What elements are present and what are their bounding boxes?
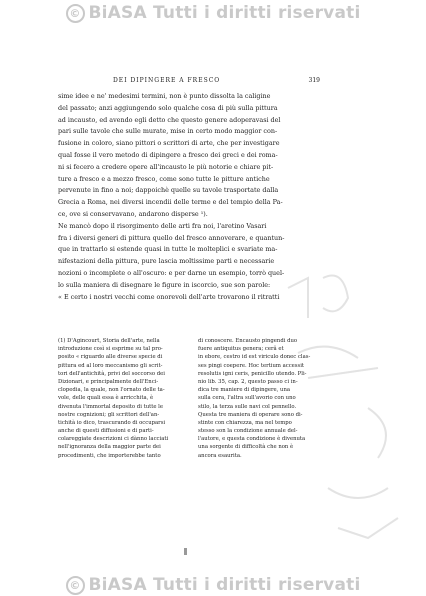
watermark-top — [0, 3, 426, 23]
body-line: sime idee e ne' medesimi termini, non è punto dissolta la caligine — [58, 92, 271, 100]
footnote-line: stilo, la terza sulle navi col pennello. — [198, 403, 297, 410]
body-line: ni si fecero a credere opere all'incausto le più notorie e chiare pit- — [58, 162, 274, 171]
body-line: ad incausto, ed avendo egli detto che questo genere adoperavasi del — [58, 115, 281, 124]
body-line: pari sulle tavole che sulle murate, mise in certo modo maggior con- — [58, 127, 278, 136]
footnote-line: introduzione così si esprime su tal pro- — [58, 346, 163, 353]
running-header — [58, 77, 320, 85]
watermark-bottom-text: BiASA Tutti i diritti riservati — [88, 575, 361, 595]
footnote-line: (1) D'Agincourt, Storia dell'arte, nella — [58, 338, 160, 344]
body-line: lo sulla maniera di disegnare le figure in iscorcio, sue son parole: — [58, 280, 271, 289]
footnote-line: resolutis igni ceris, penicillo utendo. Pli- — [198, 370, 307, 377]
footnote-line: procedimenti, che importerebbe tanto — [58, 452, 161, 459]
footnote-line: in ebore, cestro id est viriculo donec clas- — [198, 354, 311, 361]
body-line: Ne mancò dopo il risorgimento delle arti fra noi, l'aretino Vasari — [58, 221, 267, 230]
body-line: que in trattarlo si estende quasi in tutte le molteplici e svariate ma- — [58, 245, 278, 254]
watermark-top-text: BiASA Tutti i diritti riservati — [88, 3, 361, 23]
footnote-line: nio lib. 35, cap. 2, questo passo ci in- — [198, 378, 298, 385]
footnote-line: dica tre maniere di dipingere, una — [198, 387, 291, 394]
body-line: del passato; anzi aggiungendo solo qualche cosa di più sulla pittura — [58, 103, 278, 112]
body-line: pervenute in fino a noi; dappoichè quelle su tavole trasportate dalla — [58, 186, 279, 195]
copyright-logo-icon: © — [66, 576, 85, 595]
page-speck — [184, 548, 187, 555]
running-title: DEI DIPINGERE A FRESCO — [113, 77, 221, 84]
footnote-line: ses pingi coepere. Hoc tertium accessit — [198, 362, 305, 369]
body-line: ce, ove si conservavano, andarono disperse ¹). — [58, 209, 208, 218]
footnote-line: di conoscere. Encausto pingendi duo — [198, 338, 298, 344]
page-number: 319 — [308, 77, 320, 84]
body-line: nozioni o incomplete o all'oscuro: e per darne un esempio, torrò quel- — [58, 268, 285, 277]
footnote-line: nostre cognizioni; gli scrittori dell'an- — [58, 411, 160, 418]
footnote-line: pittura ed al loro meccanismo gli scrit- — [58, 362, 163, 369]
footnote-line: tichità io dico, trascurando di occuparsi — [58, 419, 166, 426]
footnote-line: anche di questi diffusioni e di parti- — [58, 428, 154, 435]
footnote-line: sulla cera, l'altra sull'avorio con uno — [198, 395, 296, 402]
body-line: qual fosse il vero metodo di dipingere a fresco dei greci e dei roma- — [58, 150, 278, 159]
footnote-column-left — [58, 337, 182, 460]
body-line: fusione in coloro, siano pittori o scrittori di arte, che per investigare — [58, 139, 280, 148]
footnote-line: colareggiate descrizioni ci dànno lacciati — [58, 436, 169, 443]
body-line: fra i diversi generi di pittura quello del fresco annoverare, e quantun- — [58, 233, 285, 242]
footnote-line: nell'ignoranza della maggior parte dei — [58, 444, 161, 451]
footnote-line: posito « riguardo alle diverse specie di — [58, 354, 163, 361]
footnote-line: tori dell'antichità, privi del soccorso dei — [58, 370, 165, 377]
body-text — [58, 91, 320, 303]
footnote-line: divenuta l'immortal deposito di tutte le — [58, 403, 164, 410]
footnote-line: stinte con chiarezza, ma nel tempo — [198, 419, 292, 426]
footnote-line: stesso son la condizione annuale del- — [198, 428, 298, 435]
footnote-line: vole, delle quali essa è arricchita, è — [58, 395, 154, 402]
body-line: Grecia a Roma, nei diversi incendii delle terme e del tempio della Pa- — [58, 198, 283, 207]
footnote-line: clopedia, la quale, non l'ornato delle ta- — [58, 387, 165, 394]
footnote-line: Questa tre maniera di operare sono di- — [198, 411, 303, 418]
footnote-line: l'autore, e questa condizione è divenuta — [198, 436, 306, 443]
body-line: ture a fresco e a mezzo fresco, come sono tutte le pitture antiche — [58, 174, 270, 183]
watermark-bottom — [0, 575, 426, 595]
footnote-column-right — [198, 337, 322, 460]
footnote-line: una sorgente di difficoltà che non è — [198, 444, 294, 451]
footnote-line: ancora esaurita. — [198, 452, 242, 459]
footnote-line: fuere antiquitus genera; cerâ et — [198, 346, 284, 353]
body-line: « E certo i nostri vecchi come onorevoli dell'arte trovarono il ritratti — [58, 292, 280, 301]
footnote-line: Dizionari, e principalmente dell'Enci- — [58, 378, 159, 385]
body-line: nifestazioni della pittura, pure lascia moltissime parti e necessarie — [58, 257, 275, 266]
copyright-logo-icon: © — [66, 4, 85, 23]
